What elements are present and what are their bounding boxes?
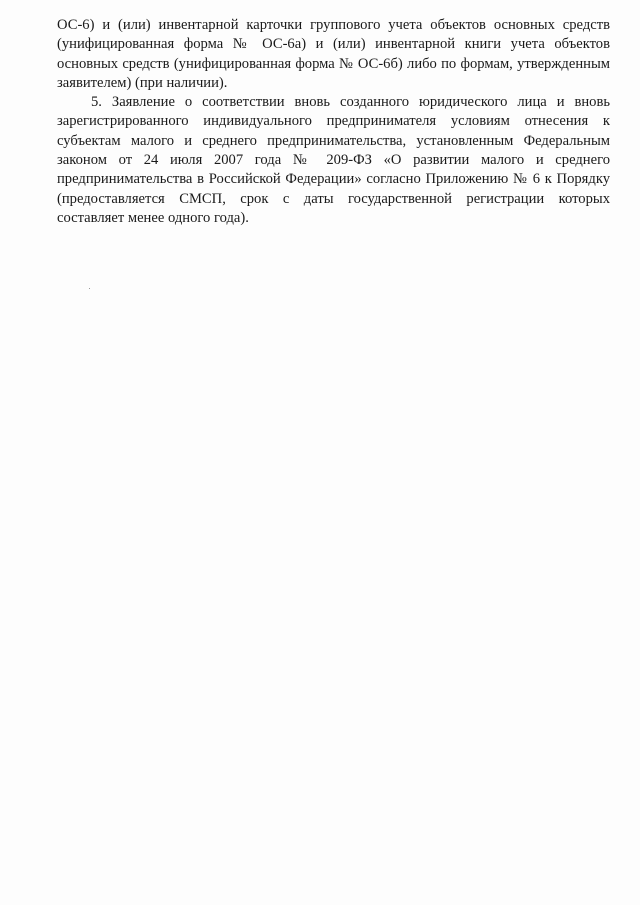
text-line: (предоставляется СМСП, срок с даты государственной регистрации которых [57,190,610,207]
paragraph-item-5 [57,93,610,228]
text-line: основных средств (унифицированная форма № ОС-6б) либо по формам, утвержденным [57,55,610,72]
text-line: законом от 24 июля 2007 года № 209-ФЗ «О развитии малого и среднего [57,152,610,169]
text-line: предпринимательства в Российской Федерации» согласно Приложению № 6 к Порядку [57,171,610,188]
text-line: ОС-6) и (или) инвентарной карточки группового учета объектов основных средств [57,17,610,33]
paragraph-continuation [57,16,610,93]
text-line: (унифицированная форма № ОС-6а) и (или) инвентарной книги учета объектов [57,36,610,53]
text-line: 5. Заявление о соответствии вновь созданного юридического лица и вновь [91,94,610,111]
text-line: зарегистрированного индивидуального предпринимателя условиям отнесения к [57,113,610,130]
text-line: составляет менее одного года). [57,209,249,226]
text-line: заявителем) (при наличии). [57,74,228,91]
document-body [57,16,610,228]
text-line: субъектам малого и среднего предпринимательства, установленным Федеральным [57,132,610,149]
scan-speck [89,288,90,289]
